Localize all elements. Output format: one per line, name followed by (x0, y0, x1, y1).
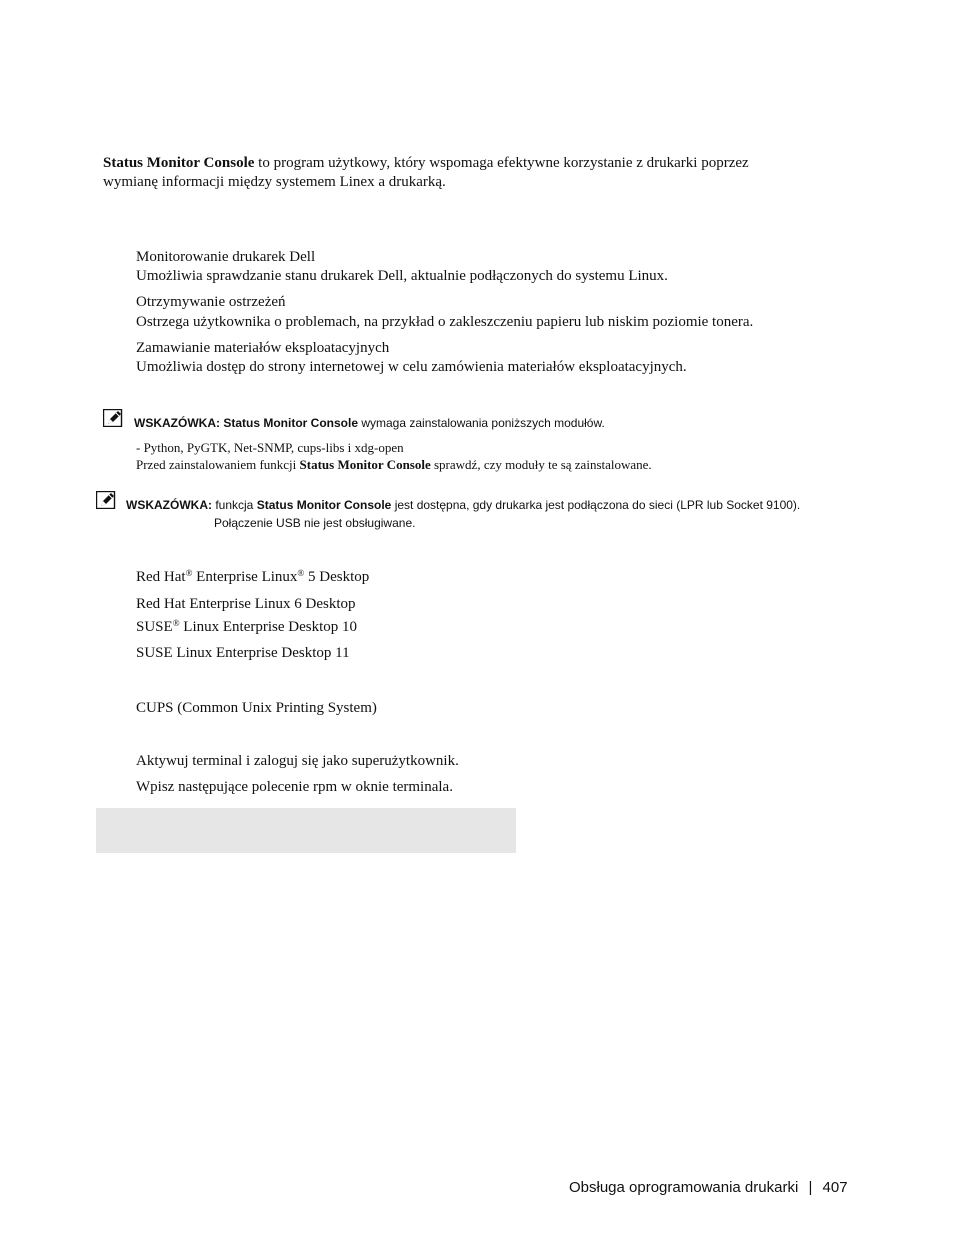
step-item: Wpisz następujące polecenie rpm w oknie terminala. (136, 779, 453, 795)
product-name: Status Monitor Console (299, 457, 431, 472)
note-pencil-icon (96, 491, 116, 509)
note-1-line: WSKAZÓWKA: Status Monitor Console wymaga zainstalowania poniższych modułów. (134, 416, 605, 430)
feature-title: Monitorowanie drukarek Dell (136, 249, 316, 265)
note-pencil-icon (103, 409, 123, 427)
feature-desc: Ostrzega użytkownika o problemach, na przykład o zakleszczeniu papieru lub niskim poziomie tonera. (136, 314, 754, 330)
page-number: 407 (822, 1179, 848, 1196)
intro-line-2: wymianę informacji między systemem Linex a drukarką. (103, 174, 446, 190)
intro-text: to program użytkowy, który wspomaga efektywne korzystanie z drukarki poprzez (254, 155, 749, 171)
footer-separator: | (808, 1179, 813, 1196)
system-item: Red Hat® Enterprise Linux® 5 Desktop (136, 568, 370, 585)
feature-desc: Umożliwia dostęp do strony internetowej w celu zamówienia materiałów eksploatacyjnych. (136, 359, 687, 375)
intro-line-1 (103, 154, 749, 173)
feature-desc: Umożliwia sprawdzanie stanu drukarek Dell, aktualnie podłączonych do systemu Linux. (136, 268, 668, 284)
note-label: WSKAZÓWKA: (134, 416, 220, 430)
product-name: Status Monitor Console (103, 155, 255, 171)
system-item: SUSE® Linux Enterprise Desktop 10 (136, 618, 357, 635)
note-2-line: WSKAZÓWKA: funkcja Status Monitor Console jest dostępna, gdy drukarka jest podłączona do sieci (LPR lub Socket 9100). (126, 498, 801, 512)
footer-section: Obsługa oprogramowania drukarki (569, 1179, 799, 1196)
note-label: WSKAZÓWKA: (126, 498, 212, 512)
product-name: Status Monitor Console (256, 498, 392, 512)
note-1-modules: - Python, PyGTK, Net-SNMP, cups-libs i xdg-open (136, 440, 404, 455)
product-name: Status Monitor Console (223, 416, 358, 430)
feature-title: Otrzymywanie ostrzeżeń (136, 294, 286, 310)
page-footer (569, 1178, 848, 1197)
requirement-item: CUPS (Common Unix Printing System) (136, 700, 377, 716)
command-box (96, 808, 516, 853)
feature-title: Zamawianie materiałów eksploatacyjnych (136, 340, 390, 356)
note-1-check: Przed zainstalowaniem funkcji Status Monitor Console sprawdź, czy moduły te są zainstalowane. (136, 457, 652, 472)
step-item: Aktywuj terminal i zaloguj się jako superużytkownik. (136, 753, 459, 769)
note-2-line-2: Połączenie USB nie jest obsługiwane. (214, 516, 416, 530)
system-item: Red Hat Enterprise Linux 6 Desktop (136, 596, 356, 612)
system-item: SUSE Linux Enterprise Desktop 11 (136, 645, 350, 661)
